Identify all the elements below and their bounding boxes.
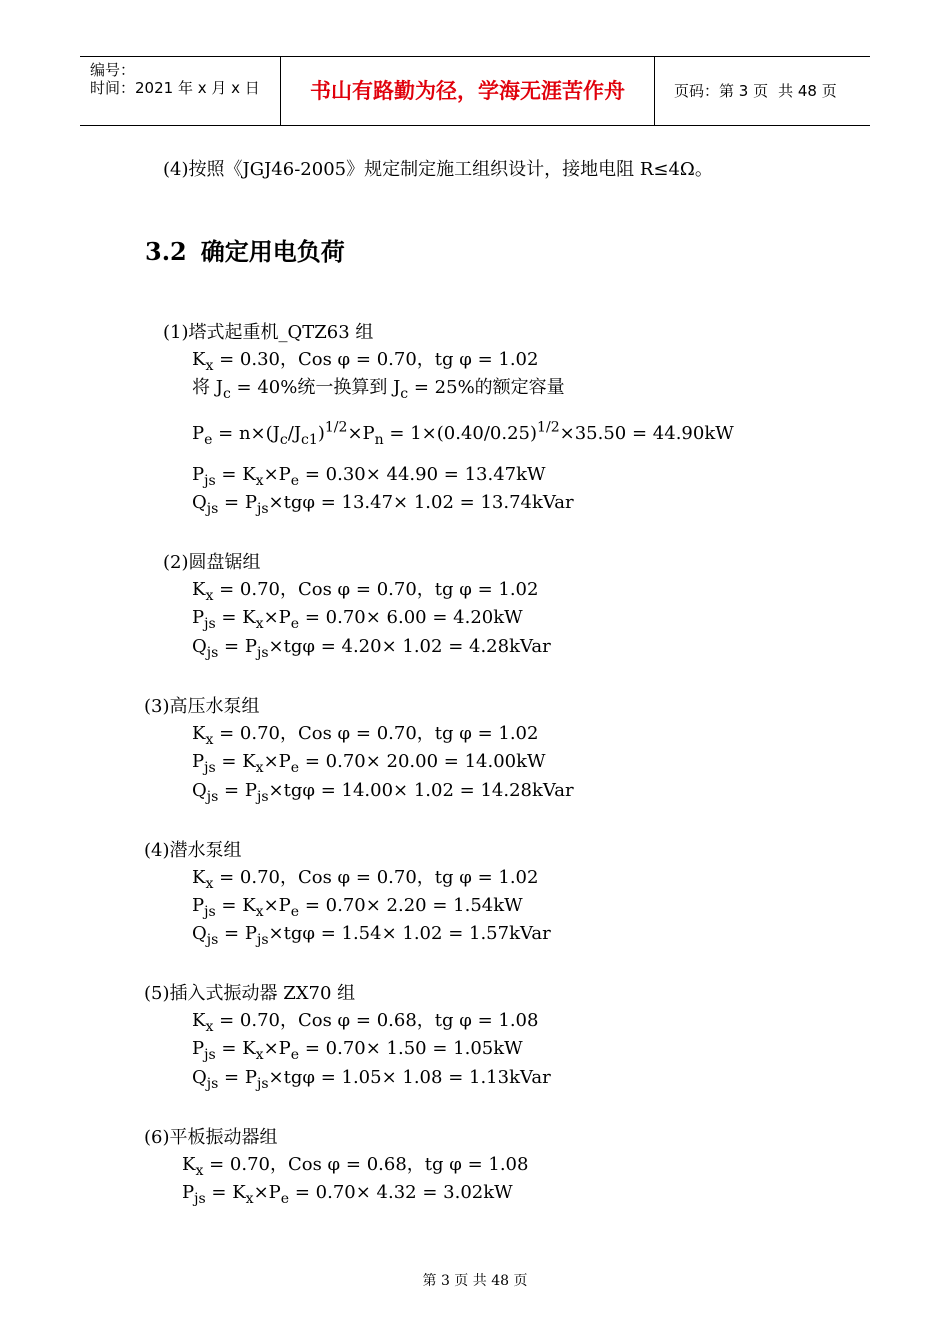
pjs-line: $P_{js} = K_x\times P_e = 0.70\times 2.20 = 1.54kW$ (192, 895, 523, 920)
group-title: (4)潜水泵组 (144, 840, 242, 861)
page-footer: 第 3 页 共 48 页 (422, 1273, 528, 1289)
section-title: 确定用电负荷 (200, 238, 345, 266)
pjs-line: $P_{js} = K_x\times P_e = 0.70\times 4.32 = 3.02kW$ (182, 1182, 513, 1207)
qjs-line: $Q_{js} = P_{js}\times tg\varphi = 1.05\times 1.08$ = 1.13kVar (192, 1067, 551, 1092)
group-title: (6)平板振动器组 (144, 1127, 278, 1148)
pjs-line: $P_{js} = K_x\times P_e = 0.70\times 20.00 = 14.00kW$ (192, 751, 546, 776)
qjs-line: $Q_{js} = P_{js}\times tg\varphi = 1.54\times 1.02$ = 1.57kVar (192, 923, 551, 948)
header-page-info (664, 57, 870, 125)
header-meta (80, 57, 281, 125)
group-title: (1)塔式起重机_QTZ63 组 (163, 322, 374, 343)
coefficient-line: $K_x = 0.70$，Cos φ = 0.70，tg φ = 1.02 (192, 579, 539, 604)
intro-paragraph: (4)按照《JGJ46-2005》规定制定施工组织设计，接地电阻 R≤4Ω。 (163, 159, 713, 180)
conversion-line: 将 $J_c = 40\%$统一换算到 $J_c = 25\%$的额定容量 (192, 377, 565, 402)
header-page-total: 共 48 页 (778, 82, 837, 100)
header-time-label: 时间：2021 年 x 月 x 日 (90, 79, 260, 97)
pjs-line: $P_{js} = K_x\times P_e = 0.70\times 1.50 = 1.05kW$ (192, 1038, 523, 1063)
header-page-current: 页码：第 3 页 (674, 82, 769, 100)
pjs-line: $P_{js} = K_x\times P_e = 0.30\times 44.90 = 13.47kW$ (192, 464, 546, 489)
coefficient-line: $K_x = 0.30$，Cos φ = 0.70，tg φ = 1.02 (192, 349, 539, 374)
pe-formula-line: $P_e = n\times(J_c/J_{c1})^{1/2}\times P_n = 1\times(0.40/0.25)^{1/2}\times 35.50 = 44.90kW$ (192, 419, 734, 448)
section-number: 3.2 (145, 237, 187, 266)
coefficient-line: $K_x = 0.70$，Cos φ = 0.68，tg φ = 1.08 (192, 1010, 539, 1035)
group-title: (2)圆盘锯组 (163, 552, 261, 573)
pjs-line: $P_{js} = K_x\times P_e = 0.70\times 6.00 = 4.20kW$ (192, 607, 523, 632)
header-slogan: 书山有路勤为径，学海无涯苦作舟 (281, 57, 655, 125)
group-title: (3)高压水泵组 (144, 696, 260, 717)
header-number-label: 编号： (90, 61, 136, 79)
coefficient-line: $K_x = 0.70$，Cos φ = 0.70，tg φ = 1.02 (192, 867, 539, 892)
page-header (80, 56, 870, 126)
coefficient-line: $K_x = 0.70$，Cos φ = 0.70，tg φ = 1.02 (192, 723, 539, 748)
qjs-line: $Q_{js} = P_{js}\times tg\varphi = 14.00\times 1.02$ = 14.28kVar (192, 780, 574, 805)
section-heading (145, 232, 345, 267)
coefficient-line: $K_x = 0.70$，Cos φ = 0.68，tg φ = 1.08 (182, 1154, 529, 1179)
qjs-line: $Q_{js} = P_{js}\times tg\varphi = 4.20\times 1.02$ = 4.28kVar (192, 636, 551, 661)
qjs-line: $Q_{js} = P_{js}\times tg\varphi = 13.47\times 1.02$ = 13.74kVar (192, 492, 574, 517)
group-title: (5)插入式振动器 ZX70 组 (144, 983, 356, 1004)
